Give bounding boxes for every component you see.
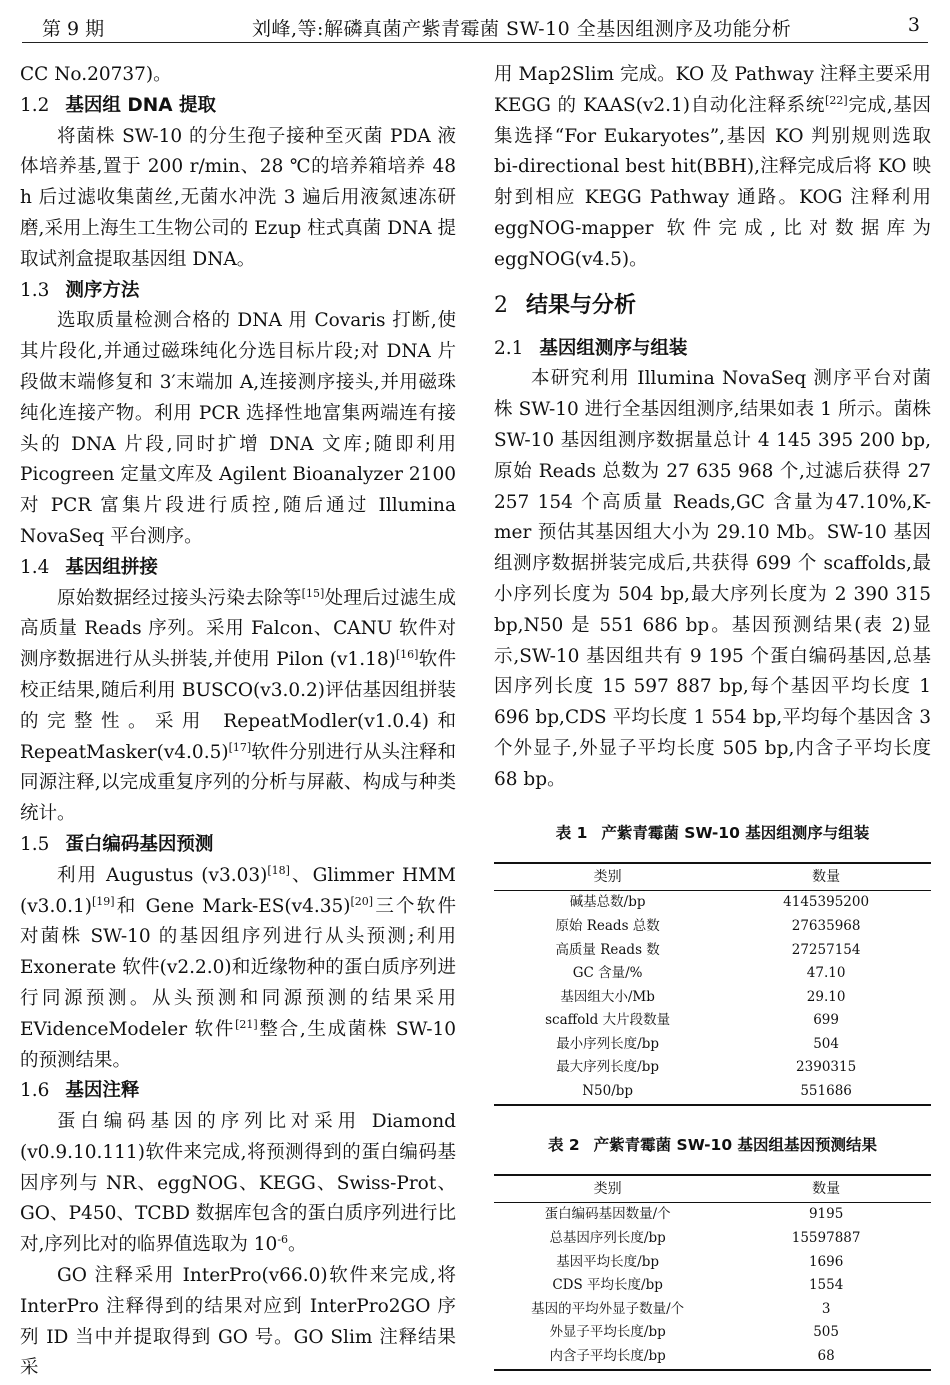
section-2-heading: 2 结果与分析 xyxy=(494,292,637,318)
table-row: CDS 平均长度/bp 1554 xyxy=(552,1277,844,1294)
left-column xyxy=(20,60,456,1384)
right-column xyxy=(494,60,931,1371)
table-row: 蛋白编码基因数量/个 9195 xyxy=(544,1206,844,1223)
table-1-caption: 表 1 产紫青霉菌 SW-10 基因组测序与组装 xyxy=(555,823,870,842)
section-1-6-body-go: GO 注释采用 InterPro(v66.0)软件来完成,将 InterPro 注释得到的结果对应到 InterPro2GO 序列 ID 当中并提取得到 GO 号。GO Slim 注释结果采 xyxy=(20,1265,456,1379)
table-row: 基因组大小/Mb 29.10 xyxy=(560,988,846,1005)
section-1-4-heading: 1.4 基因组拼接 xyxy=(20,556,158,578)
citation: [19] xyxy=(91,894,115,908)
section-1-2-heading: 1.2 基因组 DNA 提取 xyxy=(20,94,216,116)
table-2-header-category: 类别 xyxy=(494,1175,721,1203)
continued-paragraph-right: 用 Map2Slim 完成。KO 及 Pathway 注释主要采用 KEGG 的 KAAS(v2.1)自动化注释系统[22]完成,基因集选择“For Eukaryotes”,基因 KO 判别规则选取 bi-directional best hit(BBH),注释完成后将 KO 映射到相应 KEGG Pathway 通路。KOG 注释利用 eggNOG-mapper 软件完成,比对数据库为 eggNOG(v4.5)。 xyxy=(494,64,931,270)
section-2-1-heading: 2.1 基因组测序与组装 xyxy=(494,337,688,359)
citation: [20] xyxy=(350,894,374,908)
citation: [15] xyxy=(301,586,325,600)
table-row: 基因的平均外显子数量/个 3 xyxy=(531,1300,831,1317)
citation: [16] xyxy=(395,647,419,661)
issue-number: 第 9 期 xyxy=(42,18,105,40)
table-row: 原始 Reads 总数 27635968 xyxy=(555,917,861,934)
section-1-2-body: 将菌株 SW-10 的分生孢子接种至灭菌 PDA 液体培养基,置于 200 r/min、28 ℃的培养箱培养 48 h 后过滤收集菌丝,无菌水冲洗 3 遍后用液氮速冻研磨,采用上海生工生物公司的 Ezup 柱式真菌 DNA 提取试剂盒提取基因组 DNA。 xyxy=(20,125,456,270)
table-row: 最小序列长度/bp 504 xyxy=(556,1035,839,1052)
section-1-6-body: 蛋白编码基因的序列比对采用 Diamond (v0.9.10.111)软件来完成,将预测得到的蛋白编码基因序列与 NR、eggNOG、KEGG、Swiss-Prot、GO、P450、TCBD 数据库包含的蛋白质序列进行比对,序列比对的临界值选取为 10$^{-6}$。 xyxy=(20,1111,456,1256)
citation: [17] xyxy=(228,740,252,754)
table-1 xyxy=(494,862,931,1105)
exponent: -6 xyxy=(277,1233,289,1247)
citation: [22] xyxy=(825,93,848,107)
table-2-caption: 表 2 产紫青霉菌 SW-10 基因组基因预测结果 xyxy=(547,1135,878,1154)
section-1-5-body: 利用 Augustus (v3.03)[18]、Glimmer HMM (v3.0.1)[19]和 Gene Mark-ES(v4.35)[20]三个软件对菌株 SW-10 的基因组序列进行从头预测;利用 Exonerate 软件(v2.2.0)和近缘物种的蛋白质序列进行同源预测。从头预测和同源预测的结果采用 EVidenceModeler 软件[21]整合,生成菌株 SW-10 的预测结果。 xyxy=(20,863,456,1071)
table-row: 最大序列长度/bp 2390315 xyxy=(556,1059,857,1076)
table-row: GC 含量/% 47.10 xyxy=(572,965,846,982)
table-1-header-category: 类别 xyxy=(494,863,721,891)
table-row: 高质量 Reads 数 27257154 xyxy=(555,941,861,958)
running-title: 刘峰,等:解磷真菌产紫青霉菌 SW-10 全基因组测序及功能分析 xyxy=(252,18,792,40)
table-row: scaffold 大片段数量 699 xyxy=(545,1012,839,1029)
table-row: 总基因序列长度/bp 15597887 xyxy=(549,1230,861,1247)
table-1-header-value: 数量 xyxy=(721,863,931,891)
citation: [18] xyxy=(267,863,290,877)
citation: [21] xyxy=(235,1017,258,1031)
table-row: N50/bp 551686 xyxy=(494,1080,931,1105)
section-1-3-heading: 1.3 测序方法 xyxy=(20,279,140,301)
table-2-header-value: 数量 xyxy=(721,1175,931,1203)
table-row: 外显子平均长度/bp 505 xyxy=(549,1324,839,1341)
table-row: 内含子平均长度/bp 68 xyxy=(494,1345,931,1370)
table-row: 基因平均长度/bp 1696 xyxy=(556,1253,844,1270)
page-number: 3 xyxy=(907,14,920,36)
section-2-1-body: 本研究利用 Illumina NovaSeq 测序平台对菌株 SW-10 进行全基因组测序,结果如表 1 所示。菌株 SW-10 基因组测序数据量总计 4 145 395 200 bp,原始 Reads 总数为 27 635 968 个,过滤后获得 27 257 154 个高质量 Reads,GC 含量为47.10%,K-mer 预估其基因组大小为 29.10 Mb。SW-10 基因组测序数据拼装完成后,共获得 699 个 scaffolds,最小序列长度为 504 bp,最大序列长度为 2 390 315 bp,N50 是 551 686 bp。基因预测结果(表 2)显示,SW-10 基因组共有 9 195 个蛋白编码基因,总基因序列长度 15 597 887 bp,每个基因平均长度 1 696 bp,CDS 平均长度 1 554 bp,平均每个基因含 3 个外显子,外显子平均长度 505 bp,内含子平均长度 68 bp。 xyxy=(494,368,931,790)
section-1-4-body: 原始数据经过接头污染去除等[15]处理后过滤生成高质量 Reads 序列。采用 Falcon、CANU 软件对测序数据进行从头拼装,并使用 Pilon (v1.18)[16]软件校正结果,随后利用 BUSCO(v3.0.2)评估基因组拼装的完整性。采用 RepeatModler(v1.0.4)和 RepeatMasker(v4.0.5)[17]软件分别进行从头注释和同源注释,以完成重复序列的分析与屏蔽、构成与种类统计。 xyxy=(20,586,456,825)
table-2 xyxy=(494,1174,931,1370)
section-1-6-heading: 1.6 基因注释 xyxy=(20,1080,140,1102)
running-header xyxy=(22,8,928,43)
table-row: 碱基总数/bp 4145395200 xyxy=(569,894,870,911)
section-1-5-heading: 1.5 蛋白编码基因预测 xyxy=(20,833,214,855)
section-1-3-body: 选取质量检测合格的 DNA 用 Covaris 打断,使其片段化,并通过磁珠纯化分选目标片段;对 DNA 片段做末端修复和 3′末端加 A,连接测序接头,并用磁珠纯化连接产物。利用 PCR 选择性地富集两端连有接头的 DNA 片段,同时扩增 DNA 文库;随即利用 Picogreen 定量文库及 Agilent Bioanalyzer 2100 对 PCR 富集片段进行质控,随后通过 Illumina NovaSeq 平台测序。 xyxy=(20,310,456,547)
continued-paragraph: CC No.20737)。 xyxy=(20,64,172,85)
